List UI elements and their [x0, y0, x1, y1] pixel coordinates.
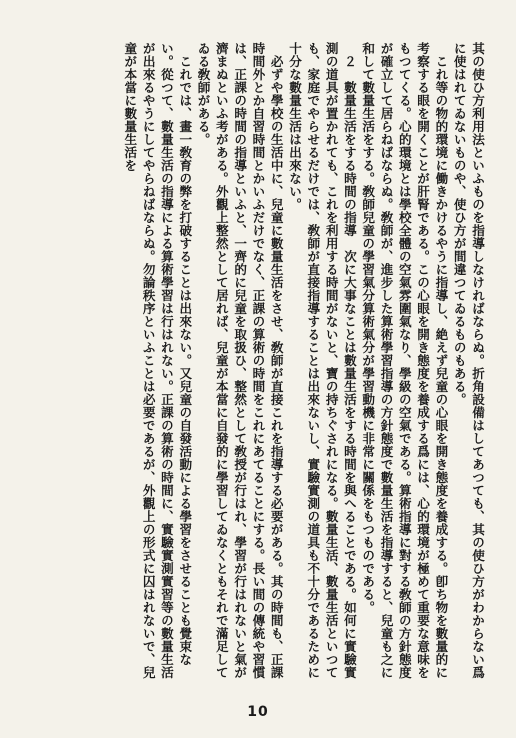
- page-number: 10: [247, 704, 269, 720]
- paragraph-school-life: 必ずや學校の生活中に、兒童に數量生活をさせ、敎師が直接これを指導する必要がある。其の時間も、正課時間外とか自習時間とかいふだけでなく、正課の算術の時間をこれにあてることにする。長い間の傳統や習慣は、正課の時間の指導といふと、一齊的に兒童を取扱ひ、整然として敎授が行はれ、學習が行はれないと氣が濟まぬといふ考がある。外觀上整然として居れば、兒童が本當に自發的に學習してゐなくともそれで滿足してゐる敎師がある。: [195, 42, 284, 679]
- paragraph-usage-guidance: 其の使ひ方利用法といふものを指導しなければならぬ。折角設備はしてあつても、其の使ひ方がわからない爲に使はれてゐないものや、使ひ方が間違つてゐるものもある。: [451, 42, 485, 679]
- paragraph-section-2-time-guidance: ２ 數量生活をする時間の指導 次に大事なことは數量生活をする時間を與へることである。如何に實驗實測の道具が置かれても、これを利用する時間がないと、寶の持ちぐされになる。數量生活、數量生活といつても、家庭でやらせるだけでは、敎師が直接指導することは出來ないし、實驗實測の道具も不十分であるために十分な數量生活は出來ない。: [287, 42, 357, 679]
- paragraph-mental-environment: これ等の物的環境に働きかけるやうに指導し、絶えず兒童の心眼を開き態度を養成する。卽ち物を數量的に考察する眼を開くことが肝腎である。この心眼を開き態度を養成する爲には、心的環境が極めて重要な意味をもつてくる。心的環境とは學校全體の空氣雰圍氣なり、學級の空氣である。算術指導に對する敎師の方針態度が確立して居らねばならぬ。敎師が、進步した算術學習指導の方針態度で數量生活を指導すると、兒童も之に和して數量生活をする。敎師兒童の學習氣分算術氣分が學習動機に非常に關係をもつものである。: [360, 42, 449, 679]
- vertical-text-body: [28, 42, 486, 688]
- paragraph-uniform-education: これでは、畫一敎育の弊を打破することは出來ない。又兒童の自發活動による學習をさせることも覺束ない。從つて、數量生活の指導による算術學習は行はれない。正課の算術の時間に、實驗實測實習等の數量生活が出來るやうにしてやらねばならぬ。勿論秩序といふことは必要であるが、外觀上の形式に囚はれないで、兒童が本當に數量生活を: [122, 42, 193, 679]
